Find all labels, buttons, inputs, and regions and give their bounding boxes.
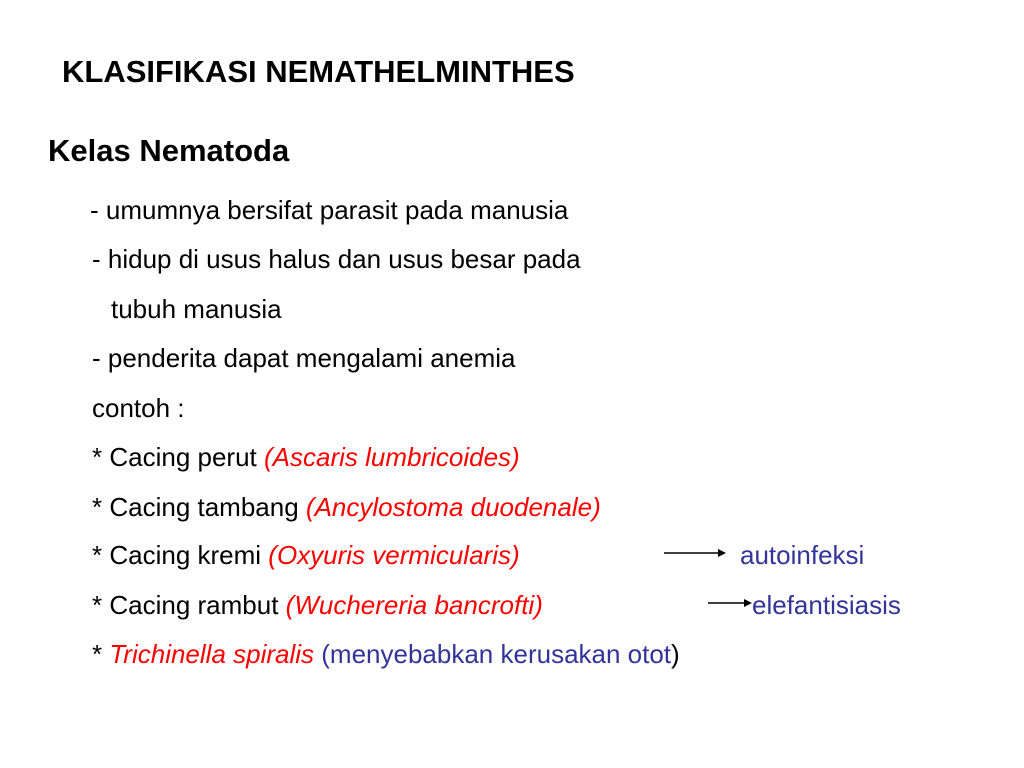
bullet-habitat-continued: tubuh manusia	[111, 294, 282, 324]
example-item	[92, 490, 601, 524]
bullet-habitat: - hidup di usus halus dan usus besar pada	[92, 244, 581, 274]
section-heading: Kelas Nematoda	[48, 133, 290, 168]
example-prefix: *	[92, 639, 110, 669]
example-item	[92, 588, 543, 622]
arrow-right-icon	[708, 596, 752, 610]
species-name: (Ancylostoma duodenale)	[305, 492, 601, 522]
example-prefix: * Cacing tambang	[92, 492, 306, 522]
slide-title: KLASIFIKASI NEMATHELMINTHES	[62, 54, 575, 89]
outcome-label: autoinfeksi	[740, 540, 865, 570]
examples-label: contoh :	[92, 393, 185, 423]
arrow-right-icon	[664, 546, 726, 560]
outcome-label: elefantisiasis	[752, 590, 901, 620]
effect-note: (menyebabkan kerusakan otot	[321, 639, 672, 669]
species-name: (Wuchereria bancrofti)	[285, 590, 543, 620]
example-item	[92, 637, 680, 671]
species-name: (Ascaris lumbricoides)	[263, 442, 520, 472]
example-item	[92, 538, 520, 572]
example-prefix: * Cacing rambut	[92, 590, 286, 620]
effect-note-close: )	[671, 639, 680, 669]
species-name: (Oxyuris vermicularis)	[268, 540, 520, 570]
example-prefix: * Cacing perut	[92, 442, 264, 472]
species-name: Trichinella spiralis	[109, 639, 315, 669]
example-prefix: * Cacing kremi	[92, 540, 269, 570]
bullet-parasit: - umumnya bersifat parasit pada manusia	[90, 195, 569, 225]
example-item	[92, 440, 520, 474]
bullet-anemia: - penderita dapat mengalami anemia	[92, 343, 516, 373]
